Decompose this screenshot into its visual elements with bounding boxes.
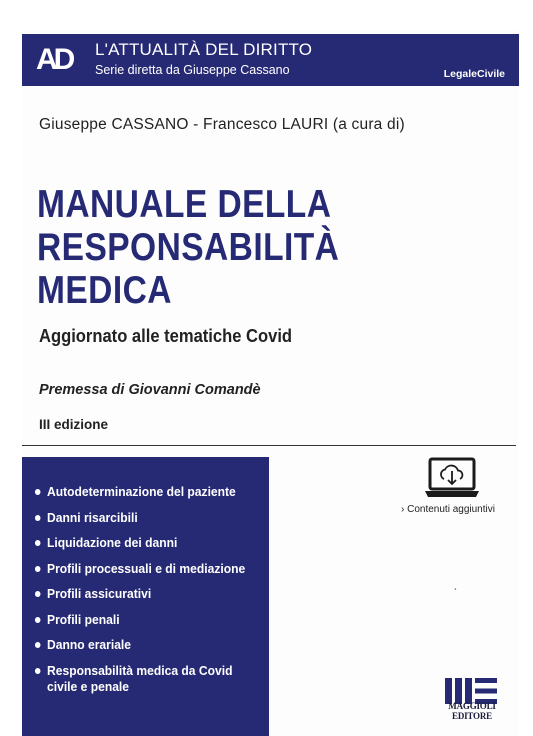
publisher-name-line-1: MAGGIOLI [448,701,496,711]
publisher-name-line-2: EDITORE [452,710,492,721]
topic-item: Profili assicurativi [34,586,250,602]
preface-credit: Premessa di Giovanni Comandè [39,382,261,398]
topics-list [34,484,266,704]
series-logo: AD [36,43,72,76]
series-subtitle: Serie diretta da Giuseppe Cassano [95,63,290,77]
extra-content-link: › Contenuti aggiuntivi [401,504,495,515]
topic-item: Responsabilità medica da Covid civile e penale [34,663,250,695]
title-line-3: MEDICA [37,269,172,312]
topic-item: Danni risarcibili [34,510,250,526]
topic-item: Autodeterminazione del paziente [34,484,250,500]
publisher-name [443,702,501,721]
topic-item: Profili penali [34,612,250,628]
book-subtitle: Aggiornato alle tematiche Covid [39,326,293,346]
title-line-1: MANUALE DELLA [37,183,332,226]
series-title: L'ATTUALITÀ DEL DIRITTO [95,40,313,59]
edition-label: III edizione [39,417,109,432]
topic-item: Profili processuali e di mediazione [34,561,250,577]
collection-label: LegaleCivile [443,68,505,80]
title-line-2: RESPONSABILITÀ [37,226,340,269]
series-banner [22,34,519,86]
topic-item: Danno erariale [34,637,250,653]
print-mark: ˎ [454,580,458,591]
topic-item: Liquidazione dei danni [34,535,250,551]
book-title [37,183,339,312]
authors: Giuseppe CASSANO - Francesco LAURI (a cura di) [39,116,405,133]
divider [22,445,516,446]
laptop-cloud-download-icon [424,457,480,499]
